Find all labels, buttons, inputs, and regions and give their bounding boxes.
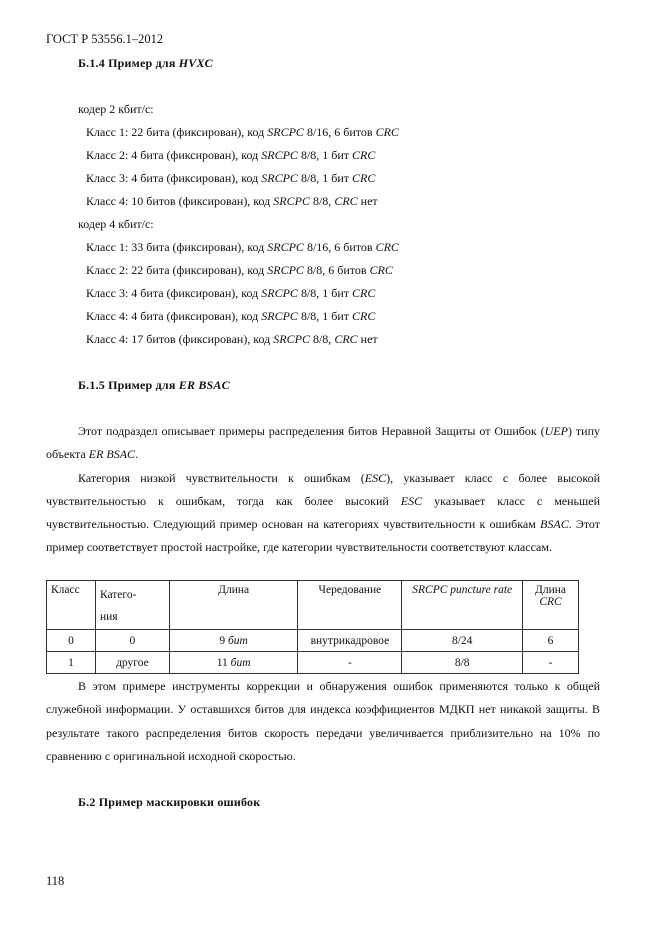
heading-text: Б.1.5 Пример для: [78, 378, 179, 392]
cell-length: [169, 630, 298, 652]
class-line: [86, 263, 393, 278]
section-heading-b2: Б.2 Пример маскировки ошибок: [78, 795, 261, 809]
term-er-bsac: ER BSAC: [88, 447, 136, 462]
paragraph-esc: [46, 467, 600, 560]
text: . Этот пример соответствует простой настройке, где категории чувствительности соответствуют классам.: [46, 517, 601, 555]
text: 8/16, 6 битов: [303, 125, 376, 139]
header-text: Катего-ния: [99, 589, 137, 623]
text: 8/8, 1 бит: [297, 309, 353, 323]
text: Класс 1: 22 бита (фиксирован), код: [86, 125, 268, 139]
term: CRC: [369, 263, 393, 277]
class-line: [86, 125, 399, 140]
term: CRC: [352, 309, 376, 323]
cell-interleaving: -: [298, 652, 402, 674]
term: CRC: [352, 286, 376, 300]
cell-crc-length: -: [523, 652, 579, 674]
text: Этот подраздел описывает примеры распределения битов Неравной Защиты от Ошибок (: [78, 424, 545, 438]
cell-class: 0: [47, 630, 96, 652]
term: CRC: [334, 332, 358, 346]
text: ), указывает класс с более высокой чувствительностью к ошибкам, тогда как более высокий: [46, 470, 601, 508]
text: нет: [357, 332, 378, 346]
length-number: 11: [216, 656, 231, 669]
table-header-row: [47, 581, 579, 630]
heading-italic: ER BSAC: [178, 378, 230, 392]
column-header-interleaving: Чередование: [298, 581, 402, 630]
column-header-crc-length: [523, 581, 579, 630]
text: Категория низкой чувствительности к ошибкам (: [78, 470, 365, 485]
text: Класс 4: 10 битов (фиксирован), код: [86, 194, 274, 208]
term: SRCPC: [267, 263, 304, 277]
paragraph-conclusion: В этом примере инструменты коррекции и обнаружения ошибок применяются только к общей служебной информации. У оставшихся битов для индекса коэффициентов МДКП нет никакой защиты. В результате такого распределения битов скорость передачи увеличивается приблизительно на 10% по сравнению с оригинальной исходной скоростью.: [46, 679, 600, 763]
cell-class: 1: [47, 652, 96, 674]
text: Класс 3: 4 бита (фиксирован), код: [86, 171, 262, 185]
text: кодер 4 кбит/с:: [78, 217, 154, 231]
cell-crc-length: 6: [523, 630, 579, 652]
text: Класс 1: 33 бита (фиксирован), код: [86, 240, 268, 254]
class-line: [86, 332, 378, 347]
text: 8/8, 1 бит: [297, 286, 353, 300]
term-bsac: BSAC: [540, 517, 569, 532]
term-esc: ESC: [364, 470, 387, 485]
cell-length: [169, 652, 298, 674]
cell-category: 0: [95, 630, 169, 652]
term: CRC: [352, 148, 376, 162]
text: Класс 2: 22 бита (фиксирован), код: [86, 263, 268, 277]
page-number: 118: [46, 874, 65, 888]
table-row: [47, 652, 579, 674]
term: SRCPC: [273, 332, 310, 346]
table-row: [47, 630, 579, 652]
document-header: ГОСТ Р 53556.1–2012: [46, 32, 164, 46]
term: SRCPC: [261, 309, 298, 323]
text: кодер 2 кбит/с:: [78, 102, 154, 116]
class-line: [86, 286, 375, 301]
text: указывает класс с меньшей чувствительностью. Следующий пример основан на категориях чувствительности к ошибкам: [46, 493, 600, 532]
term: CRC: [352, 171, 376, 185]
header-text: Длина: [535, 584, 567, 596]
term: CRC: [375, 240, 399, 254]
cell-interleaving: внутрикадровое: [298, 630, 402, 652]
heading-italic: HVXC: [178, 56, 213, 70]
coder-line: [78, 102, 154, 117]
column-header-puncture-rate: [402, 581, 523, 630]
column-header-class: Класс: [47, 581, 96, 630]
cell-category: другое: [95, 652, 169, 674]
header-italic: CRC: [539, 596, 562, 608]
term: SRCPC: [267, 240, 304, 254]
text: 8/8, 6 битов: [303, 263, 370, 277]
text: Класс 4: 17 битов (фиксирован), код: [86, 332, 274, 346]
length-unit: бит: [228, 634, 248, 647]
term: SRCPC: [261, 171, 298, 185]
term: CRC: [375, 125, 399, 139]
bit-allocation-table: [46, 580, 579, 674]
term-esc: ESC: [400, 493, 423, 508]
text: .: [135, 447, 139, 462]
class-line: [86, 309, 375, 324]
length-unit: бит: [230, 656, 251, 669]
text: 8/8,: [309, 332, 335, 346]
term-uep: UEP: [544, 424, 568, 438]
text: 8/16, 6 битов: [303, 240, 376, 254]
header-text: SRCPC puncture rate: [412, 584, 513, 596]
section-heading-b14: [78, 56, 213, 71]
class-line: [86, 240, 399, 255]
length-number: 9: [219, 634, 228, 647]
term: SRCPC: [273, 194, 310, 208]
text: Класс 2: 4 бита (фиксирован), код: [86, 148, 262, 162]
text: 8/8, 1 бит: [297, 148, 353, 162]
term: SRCPC: [267, 125, 304, 139]
class-line: [86, 171, 375, 186]
term: CRC: [334, 194, 358, 208]
heading-text: Б.1.4 Пример для: [78, 56, 179, 70]
column-header-category: [95, 581, 169, 630]
term: SRCPC: [261, 148, 298, 162]
b15-conclusion: [46, 675, 600, 768]
coder-line: [78, 217, 154, 232]
text: 8/8, 1 бит: [297, 171, 353, 185]
term: SRCPC: [261, 286, 298, 300]
cell-puncture-rate: 8/8: [402, 652, 523, 674]
section-heading-b15: [78, 378, 230, 393]
b15-text-block: [46, 420, 600, 560]
class-line: [86, 148, 375, 163]
column-header-length: Длина: [169, 581, 298, 630]
text: нет: [357, 194, 378, 208]
paragraph-uep: [46, 420, 600, 467]
class-line: [86, 194, 378, 209]
text: Класс 3: 4 бита (фиксирован), код: [86, 286, 262, 300]
cell-puncture-rate: 8/24: [402, 630, 523, 652]
text: ) типу объекта: [46, 424, 600, 462]
text: Класс 4: 4 бита (фиксирован), код: [86, 309, 262, 323]
text: 8/8,: [309, 194, 335, 208]
